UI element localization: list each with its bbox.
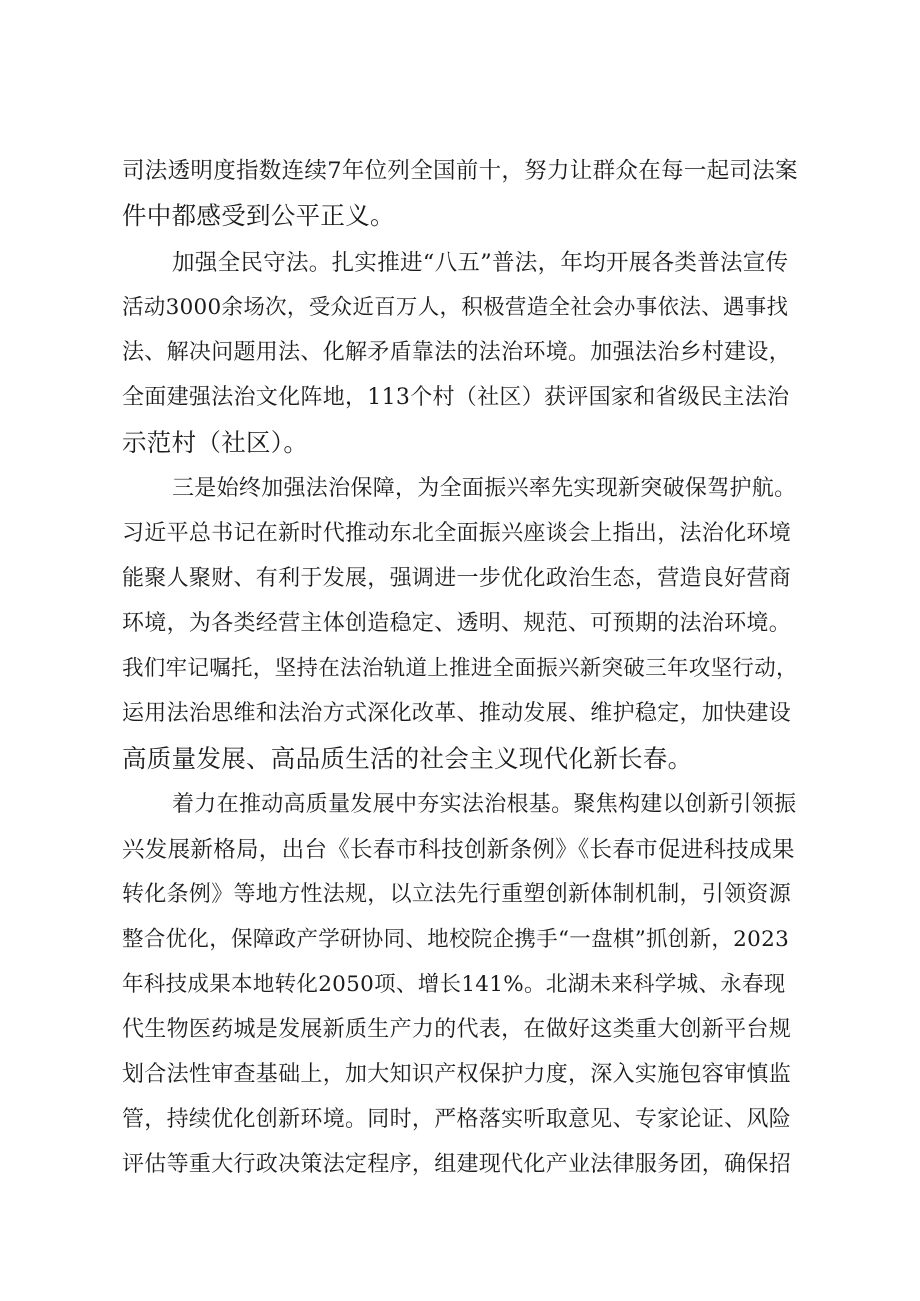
text-line: 代生物医药城是发展新质生产力的代表，在做好这类重大创新平台规 [122,1017,792,1042]
text-line: 我们牢记嘱托，坚持在法治轨道上推进全面振兴新突破三年攻坚行动， [122,656,798,681]
paragraph-first-line: 着力在推动高质量发展中夯实法治根基。聚焦构建以创新引领振 [172,792,797,817]
paragraph-first-line: 三是始终加强法治保障，为全面振兴率先实现新突破保驾护航。 [172,476,797,501]
text-line: 活动3000余场次，受众近百万人，积极营造全社会办事依法、遇事找 [122,295,789,320]
text-line: 兴发展新格局，出台《长春市科技创新条例》《长春市促进科技成果 [122,837,795,863]
text-line: 习近平总书记在新时代推动东北全面振兴座谈会上指出，法治化环境 [122,521,792,546]
text-line: 运用法治思维和法治方式深化改革、推动发展、维护稳定，加快建设 [122,701,792,726]
text-line: 法、解决问题用法、化解矛盾靠法的法治环境。加强法治乡村建设， [122,340,792,365]
text-line: 环境，为各类经营主体创造稳定、透明、规范、可预期的法治环境。 [122,611,792,636]
text-line: 转化条例》等地方性法规，以立法先行重塑创新体制机制，引领资源 [122,882,792,907]
text-line: 能聚人聚财、有利于发展，强调进一步优化政治生态，营造良好营商 [122,566,792,591]
text-line: 件中都感受到公平正义。 [122,201,395,230]
paragraph-first-line: 加强全民守法。扎实推进“八五”普法，年均开展各类普法宣传 [172,250,789,276]
text-line: 整合优化，保障政产学研协同、地校院企携手“一盘棋”抓创新，2023 [122,927,790,952]
text-line: 管，持续优化创新环境。同时，严格落实听取意见、专家论证、风险 [122,1107,792,1132]
text-line: 高质量发展、高品质生活的社会主义现代化新长春。 [122,744,693,773]
text-line: 示范村（社区）。 [122,428,309,457]
text-line: 评估等重大行政决策法定程序，组建现代化产业法律服务团，确保招 [122,1152,792,1177]
text-line: 划合法性审查基础上，加大知识产权保护力度，深入实施包容审慎监 [122,1062,792,1087]
text-line: 司法透明度指数连续7年位列全国前十，努力让群众在每一起司法案 [122,158,798,184]
text-line: 全面建强法治文化阵地，113个村（社区）获评国家和省级民主法治 [122,385,790,410]
text-line: 年科技成果本地转化2050项、增长141%。北湖未来科学城、永春现 [122,972,786,997]
